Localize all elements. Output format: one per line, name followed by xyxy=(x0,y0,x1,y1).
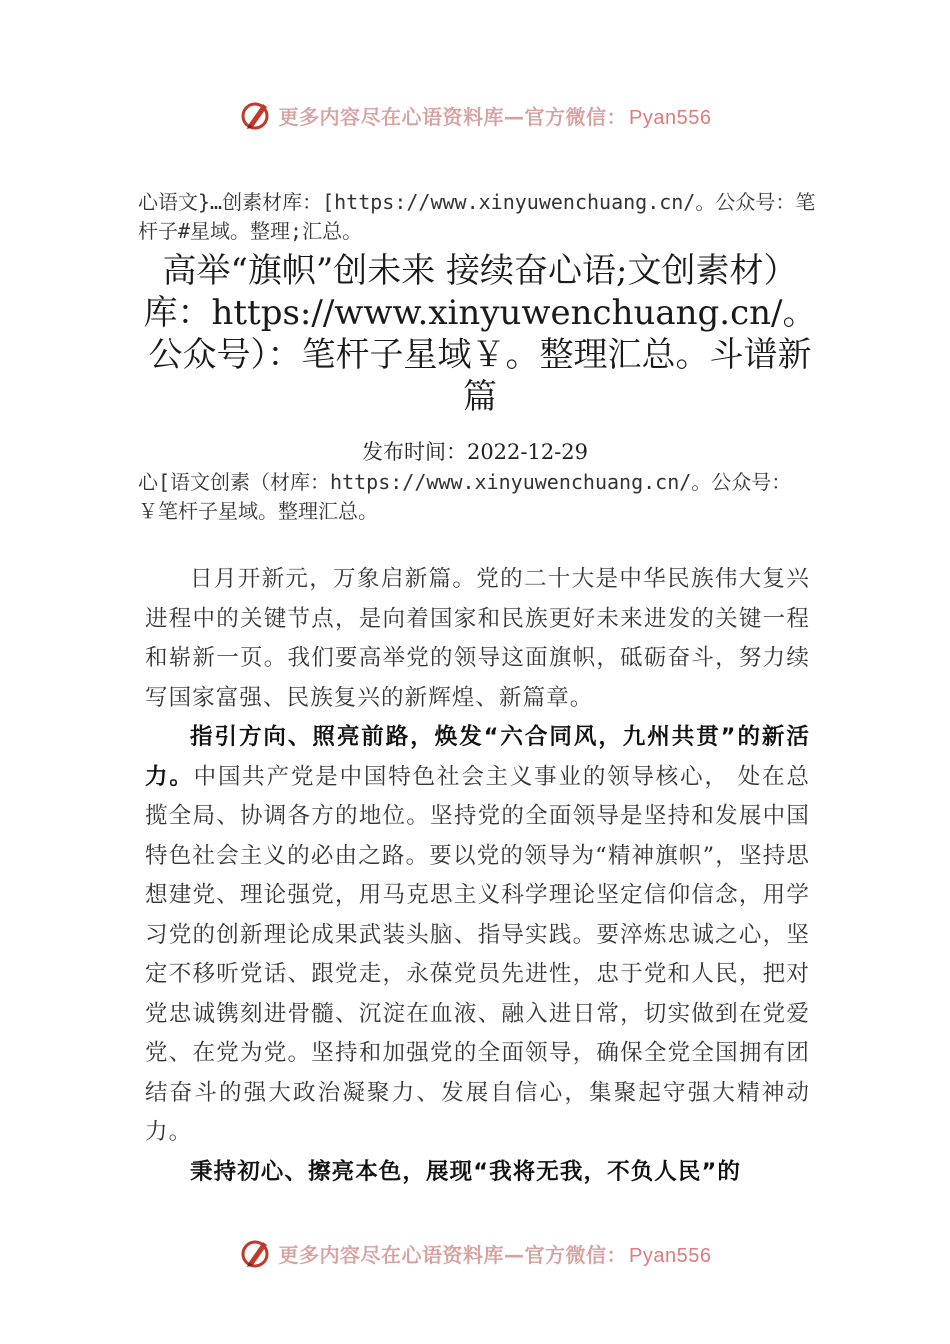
article-title: 高举“旗帜”创未来 接续奋心语;文创素材）库：https://www.xinyuwenchuang.cn/。公众号）：笔杆子星域￥。整理汇总。斗谱新篇 xyxy=(143,251,817,417)
paragraph-2 xyxy=(145,718,810,1153)
paragraph-lead: 秉持初心、擦亮本色，展现“我将无我，不负人民”的 xyxy=(190,1158,741,1185)
article-body xyxy=(145,560,810,1192)
banner-text: 更多内容尽在心语资料库—官方微信： Pyan556 xyxy=(278,1242,712,1267)
banner-wechat-id: Pyan556 xyxy=(629,1244,712,1267)
paragraph-text: 中国共产党是中国特色社会主义事业的领导核心， 处在总揽全局、协调各方的地位。坚持党的全面领导是坚持和发展中国特色社会主义的必由之路。要以党的领导为“精神旗帜”，坚持思想建党、理论强党，用马克思主义科学理论坚定信仰信念，用学习党的创新理论成果武装头脑、指导实践。要淬炼忠诚之心，坚定不移听党话、跟党走，永葆党员先进性，忠于党和人民，把对党忠诚镌刻进骨髓、沉淀在血液、融入进日常，切实做到在党爱党、在党为党。坚持和加强党的全面领导，确保全党全国拥有团结奋斗的强大政治凝聚力、发展自信心，集聚起守强大精神动力。 xyxy=(145,763,810,1145)
source-note-top: 心语文}…创素材库：[https://www.xinyuwenchuang.cn/。公众号：笔杆子#星域。整理;汇总。 xyxy=(138,190,816,243)
pen-logo-icon xyxy=(239,1236,273,1270)
source-note-middle: 心[语文创素（材库：https://www.xinyuwenchuang.cn/。公众号：￥笔杆子星域。整理汇总。 xyxy=(138,470,792,523)
paragraph-1 xyxy=(145,560,810,718)
publish-date: 发布时间：2022-12-29 xyxy=(361,440,589,464)
banner-text: 更多内容尽在心语资料库—官方微信： Pyan556 xyxy=(278,104,712,129)
pen-logo-icon xyxy=(239,98,273,132)
banner-wechat-id: Pyan556 xyxy=(629,106,712,129)
header-banner xyxy=(0,95,950,135)
paragraph-text: 日月开新元，万象启新篇。党的二十大是中华民族伟大复兴进程中的关键节点，是向着国家和民族更好未来进发的关键一程和崭新一页。我们要高举党的领导这面旗帜，砥砺奋斗，努力续写国家富强、民族复兴的新辉煌、新篇章。 xyxy=(145,566,810,711)
paragraph-lead: 指引方向、照亮前路，焕发“六合同风，九州共贯”的新活力。 xyxy=(145,724,810,790)
footer-banner xyxy=(0,1233,950,1273)
paragraph-3 xyxy=(145,1153,810,1193)
